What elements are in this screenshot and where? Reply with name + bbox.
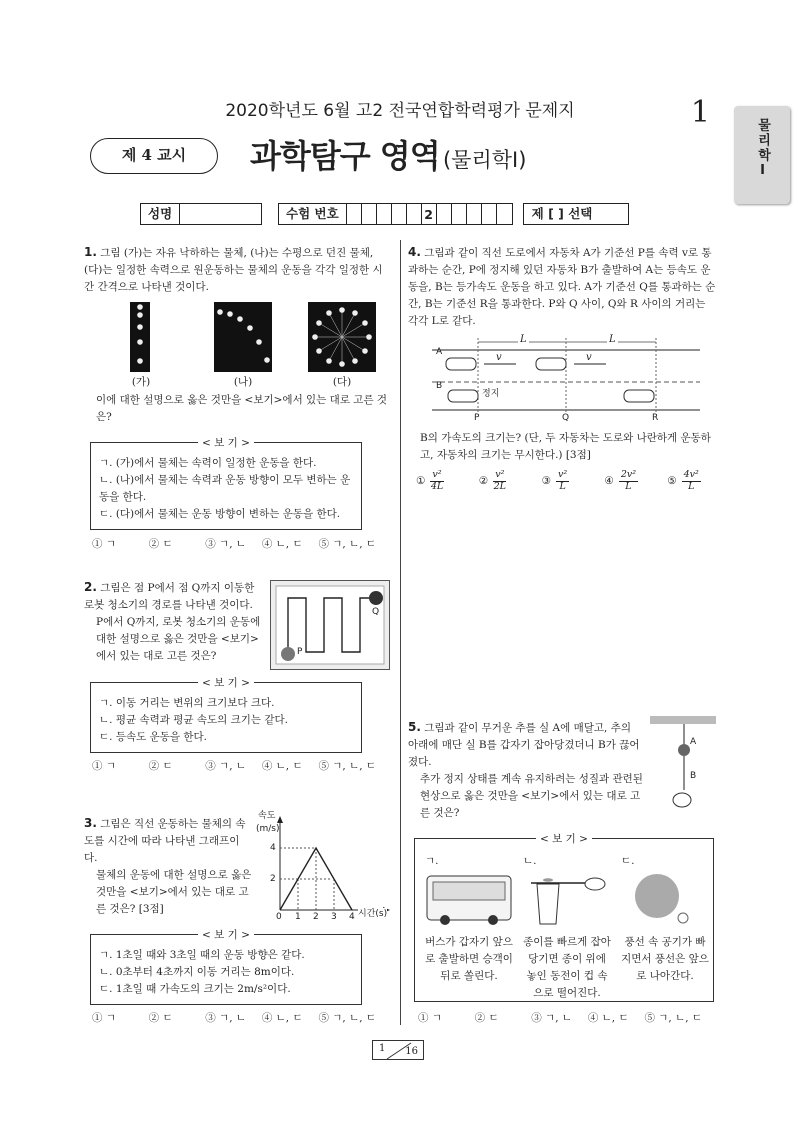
exam-number-cell[interactable] [377, 204, 392, 224]
question-1 [84, 243, 392, 296]
q4-choice-mark: ④ [604, 475, 614, 488]
q1-choice-1[interactable]: ① ㄱ [92, 538, 116, 550]
exam-title: 2020학년도 6월 고2 전국연합학력평가 문제지 [225, 101, 575, 121]
q4-car-a-start [446, 358, 476, 370]
q4-denominator: L [625, 480, 632, 492]
subject-side-tab [734, 106, 790, 204]
q3-y-arrow [277, 816, 283, 823]
q5-choices [418, 1010, 718, 1026]
q4-choice-2[interactable] [479, 470, 528, 493]
q4-choice-mark: ② [478, 475, 489, 488]
q4-label-r: R [652, 413, 659, 423]
q4-choice-mark: ③ [541, 475, 552, 488]
q5-bogi-mark: ㄷ. [621, 855, 635, 867]
q4-choice-3[interactable] [542, 470, 591, 493]
q4-numerator: 4v² [683, 469, 699, 480]
q5-bogi-text: 풍선 속 공기가 빠지면서 풍선은 앞으로 나아간다. [621, 936, 709, 982]
q2-choices [92, 758, 392, 774]
q4-figure [432, 334, 700, 424]
subject-title [250, 132, 526, 182]
q3-xtick: 2 [313, 912, 319, 922]
exam-number-cell[interactable] [392, 204, 407, 224]
q2-bogi-box [90, 677, 362, 753]
q2-robot-end [369, 591, 383, 605]
exam-number-cell[interactable] [362, 204, 377, 224]
q4-denominator: 2L [493, 480, 506, 492]
q2-figure [270, 580, 390, 670]
q3-question: 물체의 운동에 대한 설명으로 옳은 것만을 <보기>에서 있는 대로 고른 것은? [3점] [96, 869, 252, 916]
q5-choice-2[interactable]: ② ㄷ [474, 1012, 499, 1024]
q2-figure-svg [270, 580, 390, 670]
exam-number-cell[interactable] [452, 204, 467, 224]
q1-choice-5[interactable]: ⑤ ㄱ, ㄴ, ㄷ [318, 538, 377, 550]
q2-bogi-item: ㄷ. 등속도 운동을 한다. [99, 731, 207, 743]
q5-bogi-title: < 보 기 > [536, 833, 592, 845]
q5-weight [678, 744, 690, 756]
q3-bogi-item: ㄷ. 1초일 때 가속도의 크기는 2m/s²이다. [99, 983, 291, 995]
q5-label-a: A [690, 737, 697, 747]
q1-choice-3[interactable]: ③ ㄱ, ㄴ [205, 538, 247, 550]
q5-text: 그림과 같이 무거운 추를 실 A에 매달고, 추의 아래에 매단 실 B를 갑자기 잡아당겼더니 B가 끊어졌다. [408, 722, 640, 769]
q4-label-b: B [436, 381, 443, 391]
q4-fraction [493, 470, 506, 493]
q3-xtick: 0 [276, 912, 282, 922]
q4-number: 4. [408, 245, 421, 259]
q5-choice-1[interactable]: ① ㄱ [418, 1012, 442, 1024]
name-box [140, 203, 262, 225]
q4-car-a-end [536, 358, 566, 370]
name-field[interactable] [180, 204, 261, 224]
q3-bogi-box [90, 929, 362, 1005]
q2-robot-start [281, 647, 295, 661]
q4-choices [416, 470, 716, 493]
q5-question: 추가 정지 상태를 계속 유지하려는 성질과 관련된 현상으로 옳은 것만을 <보기>에서 있는 대로 고른 것은? [420, 773, 643, 820]
q5-bogi-text: 종이를 빠르게 잡아당기면 종이 위에 놓인 동전이 컵 속으로 떨어진다. [523, 936, 611, 999]
page-number: 1 [690, 95, 710, 130]
q2-bogi-item: ㄱ. 이동 거리는 변위의 크기보다 크다. [99, 697, 275, 709]
exam-number-box [278, 203, 513, 225]
q2-label-q: Q [372, 607, 380, 617]
q5-choice-5[interactable]: ⑤ ㄱ, ㄴ, ㄷ [644, 1012, 703, 1024]
exam-number-cell[interactable]: 2 [422, 204, 437, 224]
q4-choice-mark: ① [416, 475, 426, 488]
q5-bus-illustration [425, 870, 513, 928]
cup-icon [537, 884, 559, 924]
coin-icon [543, 878, 553, 882]
q3-xtick: 4 [349, 912, 355, 922]
q3-choice-2[interactable]: ② ㄷ [148, 1012, 173, 1024]
bus-wheel [488, 915, 498, 925]
q3-choice-1[interactable]: ① ㄱ [92, 1012, 116, 1024]
q4-numerator: v² [495, 469, 505, 480]
q4-label-v1: v [496, 352, 502, 363]
q4-choice-1[interactable] [416, 470, 465, 493]
q4-fraction [430, 470, 443, 493]
exam-number-cells[interactable] [347, 204, 512, 224]
q5-bogi-text: 버스가 갑자기 앞으로 출발하면 승객이 뒤로 쏠린다. [425, 936, 513, 982]
q2-choice-3[interactable]: ③ ㄱ, ㄴ [205, 760, 247, 772]
q1-choice-4[interactable]: ④ ㄴ, ㄷ [261, 538, 303, 550]
q1-caption-na: (나) [233, 376, 253, 388]
exam-number-cell[interactable] [407, 204, 422, 224]
q1-caption-ga: (가) [131, 376, 151, 388]
q4-denominator: 4L [430, 480, 444, 492]
q2-number: 2. [84, 580, 97, 594]
q3-choices [92, 1010, 392, 1026]
q2-bogi-title: < 보 기 > [198, 677, 254, 689]
q3-graph [256, 810, 392, 922]
q5-hand-icon [673, 793, 691, 807]
q3-yunit: (m/s) [256, 824, 280, 834]
q4-figure-svg [432, 334, 700, 424]
q2-choice-4[interactable]: ④ ㄴ, ㄷ [261, 760, 303, 772]
air-puff-icon [678, 913, 688, 923]
exam-number-cell[interactable] [482, 204, 497, 224]
question-4 [408, 243, 718, 330]
q3-bogi-title: < 보 기 > [198, 929, 254, 941]
q5-bogi-col-2 [523, 853, 611, 1002]
q1-bogi-title: < 보 기 > [198, 437, 254, 449]
q2-question: P에서 Q까지, 로봇 청소기의 운동에 대한 설명으로 옳은 것만을 <보기>에서 있는 대로 고른 것은? [96, 616, 261, 663]
q1-choice-2[interactable]: ② ㄷ [148, 538, 173, 550]
q4-question: B의 가속도의 크기는? (단, 두 자동차는 도로와 나란하게 운동하고, 자동차의 크기는 무시한다.) [3점] [420, 432, 711, 461]
q5-balloon-illustration [621, 870, 709, 928]
q3-bogi-item: ㄱ. 1초일 때와 3초일 때의 운동 방향은 같다. [99, 949, 305, 961]
q2-bogi-item: ㄴ. 평균 속력과 평균 속도의 크기는 같다. [99, 714, 288, 726]
q1-bogi-item: ㄱ. (가)에서 물체는 속력이 일정한 운동을 한다. [99, 457, 317, 469]
q4-fraction [556, 470, 569, 493]
q5-bogi-box [414, 833, 714, 1002]
q1-bogi-item: ㄷ. (다)에서 물체는 운동 방향이 변하는 운동을 한다. [99, 508, 341, 520]
q4-label-l2: L [609, 334, 616, 345]
page-current: 1 [379, 1043, 386, 1054]
q5-number: 5. [408, 720, 421, 734]
q3-choice-4[interactable]: ④ ㄴ, ㄷ [261, 1012, 303, 1024]
q3-xtick: 3 [331, 912, 337, 922]
q4-choice-5[interactable] [667, 470, 716, 493]
side-tab-label: 물리학Ⅰ [755, 118, 771, 180]
q2-text: 그림은 점 P에서 점 Q까지 이동한 로봇 청소기의 경로를 나타낸 것이다. [84, 582, 255, 612]
q1-bogi-item: ㄴ. (나)에서 물체는 속력과 운동 방향이 모두 변하는 운동을 한다. [99, 474, 351, 503]
page-total: 16 [405, 1045, 418, 1057]
name-label: 성명 [141, 204, 180, 224]
q4-numerator: v² [432, 469, 442, 480]
period-badge: 제 4 교시 [90, 138, 218, 174]
q5-bogi-mark: ㄱ. [425, 855, 439, 867]
exam-number-cell[interactable] [497, 204, 512, 224]
page-counter [372, 1040, 424, 1060]
student-info-row [140, 203, 629, 225]
exam-number-cell[interactable] [467, 204, 482, 224]
q3-xlabel: 시간(s) [358, 908, 387, 922]
selection-label: 제 [ ] 선택 [531, 206, 593, 222]
subject-main: 과학탐구 영역 [250, 137, 440, 175]
selection-box [523, 203, 629, 225]
q4-label-p: P [474, 413, 480, 423]
q1-text: 그림 (가)는 자유 낙하하는 물체, (나)는 수평으로 던진 물체, (다)는 일정한 속력으로 원운동하는 물체의 운동을 각각 일정한 시간 간격으로 나타낸 것이다. [84, 247, 383, 294]
q4-denominator: L [559, 480, 566, 492]
balloon-icon [635, 874, 679, 918]
q4-label-v2: v [586, 352, 592, 363]
subject-sub: (물리학Ⅰ) [442, 148, 527, 172]
q4-car-b-start [448, 390, 478, 402]
q3-bogi-item: ㄴ. 0초부터 4초까지 이동 거리는 8m이다. [99, 966, 295, 978]
question-2 [84, 578, 264, 665]
q3-ytick: 4 [270, 843, 276, 853]
question-5 [408, 718, 644, 822]
q3-ytick: 2 [270, 874, 276, 884]
q5-ceiling [650, 716, 716, 724]
hand-icon [585, 878, 605, 890]
q5-bogi-mark: ㄴ. [523, 855, 537, 867]
q4-text: 그림과 같이 직선 도로에서 자동차 A가 기준선 P를 속력 v로 통과하는 순간, P에 정지해 있던 자동차 B가 출발하여 A는 등속도 운동을, B는 등가속도 운동을 하고 있다. A가 기준선 Q를 통과하는 순간, B는 기준선 R을 통과한다. P와 Q 사이, Q와 R 사이의 거리는 각각 L로 같다. [408, 247, 716, 328]
q2-choice-2[interactable]: ② ㄷ [148, 760, 173, 772]
q3-number: 3. [84, 816, 97, 830]
q5-choice-4[interactable]: ④ ㄴ, ㄷ [587, 1012, 629, 1024]
q5-choice-3[interactable]: ③ ㄱ, ㄴ [531, 1012, 573, 1024]
q3-xtick: 1 [295, 912, 301, 922]
q5-figure-svg [650, 716, 716, 816]
q4-car-b-end [624, 390, 654, 402]
q5-figure [650, 716, 716, 816]
q5-label-b: B [690, 771, 697, 781]
q1-figures [84, 302, 392, 392]
q2-label-p: P [297, 647, 303, 657]
q2-choice-5[interactable]: ⑤ ㄱ, ㄴ, ㄷ [318, 760, 377, 772]
question-3 [84, 814, 252, 918]
q1-number: 1. [84, 245, 97, 259]
column-divider [400, 240, 401, 1025]
q1-bogi-box [90, 437, 362, 530]
q4-choice-4[interactable] [604, 470, 653, 493]
q4-numerator: 2v² [620, 469, 637, 480]
q3-text: 그림은 직선 운동하는 물체의 속도를 시간에 따라 나타낸 그래프이다. [84, 818, 246, 865]
q3-choice-5[interactable]: ⑤ ㄱ, ㄴ, ㄷ [318, 1012, 377, 1024]
q5-bogi-col-3 [621, 853, 709, 1002]
q1-question: 이에 대한 설명으로 옳은 것만을 <보기>에서 있는 대로 고른 것은? [96, 394, 388, 423]
q2-choice-1[interactable]: ① ㄱ [92, 760, 116, 772]
q4-label-l1: L [520, 334, 527, 345]
q3-ylabel: 속도 [258, 811, 276, 821]
bus-wheel [440, 915, 450, 925]
q1-caption-da: (다) [332, 376, 352, 388]
exam-number-cell[interactable] [437, 204, 452, 224]
q1-choices [92, 536, 392, 552]
q4-numerator: v² [558, 469, 568, 480]
exam-number-label: 수험 번호 [279, 204, 347, 224]
q4-choice-mark: ⑤ [667, 475, 677, 488]
q5-cup-illustration [523, 870, 611, 928]
q4-label-a: A [436, 347, 443, 357]
q4-fraction [682, 470, 701, 493]
exam-number-cell[interactable] [347, 204, 362, 224]
q4-label-stop: 정지 [482, 389, 500, 399]
bus-window [433, 882, 505, 900]
q4-fraction [619, 470, 638, 493]
q4-denominator: L [688, 480, 695, 492]
q5-bogi-col-1 [425, 853, 513, 1002]
q3-choice-3[interactable]: ③ ㄱ, ㄴ [205, 1012, 247, 1024]
q4-label-q: Q [562, 413, 570, 423]
